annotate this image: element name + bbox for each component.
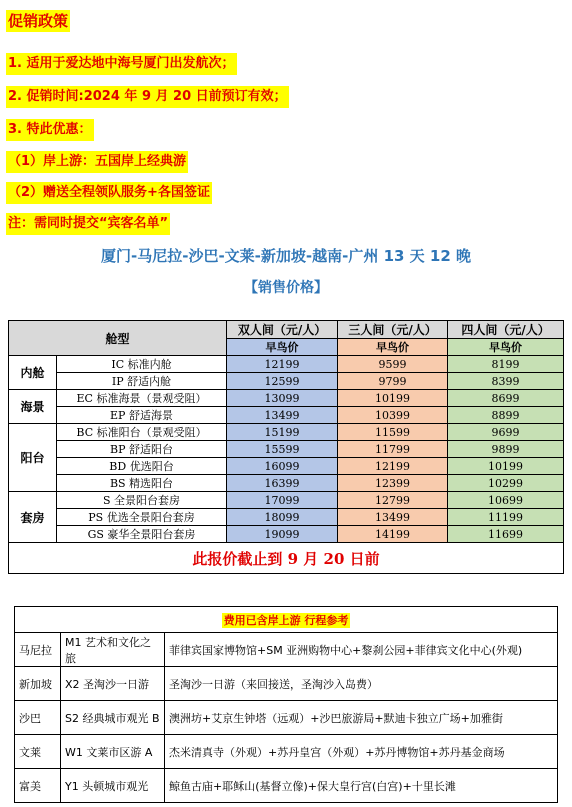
price-double: 16399 [227, 475, 338, 492]
tour-detail: 菲律宾国家博物馆+SM 亚洲购物中心+黎刹公园+菲律宾文化中心(外观) [165, 633, 558, 667]
table-row [9, 458, 564, 475]
tour-name: X2 圣淘沙一日游 [61, 667, 165, 701]
cabin-name: S 全景阳台套房 [57, 492, 227, 509]
price-triple: 13499 [338, 509, 448, 526]
col-cabin-header: 舱型 [9, 321, 227, 356]
port-name: 富美 [15, 769, 61, 803]
table-row [15, 769, 558, 803]
price-triple: 10199 [338, 390, 448, 407]
deadline-note: 此报价截止到 9 月 20 日前 [9, 543, 564, 574]
port-name: 沙巴 [15, 701, 61, 735]
price-double: 13099 [227, 390, 338, 407]
table-row [15, 633, 558, 667]
tour-detail: 圣淘沙一日游（来回接送，圣淘沙入岛费） [165, 667, 558, 701]
cabin-name: EC 标准海景（景观受阻） [57, 390, 227, 407]
table-row [9, 526, 564, 543]
price-triple: 12799 [338, 492, 448, 509]
price-quad: 8399 [448, 373, 564, 390]
cabin-name: BP 舒适阳台 [57, 441, 227, 458]
table-row [9, 356, 564, 373]
price-quad: 9699 [448, 424, 564, 441]
table-row [9, 509, 564, 526]
tour-detail: 杰米清真寺（外观）+苏丹皇宫（外观）+苏丹博物馆+苏丹基金商场 [165, 735, 558, 769]
price-double: 18099 [227, 509, 338, 526]
group-suite: 套房 [9, 492, 57, 543]
port-name: 新加坡 [15, 667, 61, 701]
price-double: 19099 [227, 526, 338, 543]
shore-header-row [15, 607, 558, 633]
tour-detail: 澳洲坊+艾京生钟塔（远观）+沙巴旅游局+默迪卡独立广场+加雅街 [165, 701, 558, 735]
price-title: 【销售价格】 [244, 280, 328, 296]
price-triple: 11799 [338, 441, 448, 458]
cabin-name: IC 标准内舱 [57, 356, 227, 373]
table-row [15, 701, 558, 735]
table-row [9, 373, 564, 390]
cabin-name: BS 精选阳台 [57, 475, 227, 492]
price-double: 12199 [227, 356, 338, 373]
price-quad: 9899 [448, 441, 564, 458]
promo-line-3: 3. 特此优惠： [6, 118, 94, 141]
col-double-header: 双人间（元/人） [227, 321, 338, 339]
group-interior: 内舱 [9, 356, 57, 390]
port-name: 马尼拉 [15, 633, 61, 667]
price-double: 16099 [227, 458, 338, 475]
price-table [8, 320, 564, 574]
price-header-row [9, 321, 564, 339]
table-row [15, 735, 558, 769]
price-quad: 10199 [448, 458, 564, 475]
price-triple: 10399 [338, 407, 448, 424]
deadline-row [9, 543, 564, 574]
price-quad: 10699 [448, 492, 564, 509]
price-quad: 8899 [448, 407, 564, 424]
price-quad: 11699 [448, 526, 564, 543]
shore-header: 费用已含岸上游 行程参考 [15, 607, 558, 633]
price-triple: 11599 [338, 424, 448, 441]
tour-detail: 鲸鱼古庙+耶稣山(基督立像)+保大皇行宫(白宫)+十里长滩 [165, 769, 558, 803]
price-triple: 12399 [338, 475, 448, 492]
cabin-name: BD 优选阳台 [57, 458, 227, 475]
price-quad: 8699 [448, 390, 564, 407]
promo-note: 注：需同时提交“宾客名单” [6, 212, 170, 235]
price-quad: 10299 [448, 475, 564, 492]
table-row [9, 390, 564, 407]
price-triple: 12199 [338, 458, 448, 475]
promo-line-1: 1. 适用于爱达地中海号厦门出发航次； [6, 52, 237, 75]
price-double: 13499 [227, 407, 338, 424]
tour-name: M1 艺术和文化之旅 [61, 633, 165, 667]
cabin-name: GS 豪华全景阳台套房 [57, 526, 227, 543]
price-triple: 9799 [338, 373, 448, 390]
cabin-name: EP 舒适海景 [57, 407, 227, 424]
promo-line-5: （2）赠送全程领队服务+各国签证 [6, 181, 212, 204]
cabin-name: IP 舒适内舱 [57, 373, 227, 390]
price-double: 15199 [227, 424, 338, 441]
shore-excursion-table [14, 606, 558, 803]
cabin-name: BC 标准阳台（景观受阻） [57, 424, 227, 441]
table-row [9, 492, 564, 509]
col-quad-header: 四人间（元/人） [448, 321, 564, 339]
price-quad: 11199 [448, 509, 564, 526]
promo-title: 促销政策 [8, 12, 69, 30]
table-row [9, 441, 564, 458]
route-title: 厦门-马尼拉-沙巴-文莱-新加坡-越南-广州 13 天 12 晚 [101, 247, 471, 265]
price-quad: 8199 [448, 356, 564, 373]
price-double: 15599 [227, 441, 338, 458]
group-balcony: 阳台 [9, 424, 57, 492]
price-triple: 9599 [338, 356, 448, 373]
early-bird-double: 早鸟价 [227, 339, 338, 356]
price-triple: 14199 [338, 526, 448, 543]
early-bird-quad: 早鸟价 [448, 339, 564, 356]
table-row [9, 475, 564, 492]
group-oceanview: 海景 [9, 390, 57, 424]
cabin-name: PS 优选全景阳台套房 [57, 509, 227, 526]
tour-name: W1 文莱市区游 A [61, 735, 165, 769]
tour-name: S2 经典城市观光 B [61, 701, 165, 735]
price-double: 12599 [227, 373, 338, 390]
early-bird-triple: 早鸟价 [338, 339, 448, 356]
table-row [15, 667, 558, 701]
table-row [9, 424, 564, 441]
promo-line-2: 2. 促销时间:2024 年 9 月 20 日前预订有效； [6, 85, 289, 108]
tour-name: Y1 头顿城市观光 [61, 769, 165, 803]
port-name: 文莱 [15, 735, 61, 769]
table-row [9, 407, 564, 424]
promo-line-4: （1）岸上游：五国岸上经典游 [6, 150, 188, 173]
price-double: 17099 [227, 492, 338, 509]
col-triple-header: 三人间（元/人） [338, 321, 448, 339]
